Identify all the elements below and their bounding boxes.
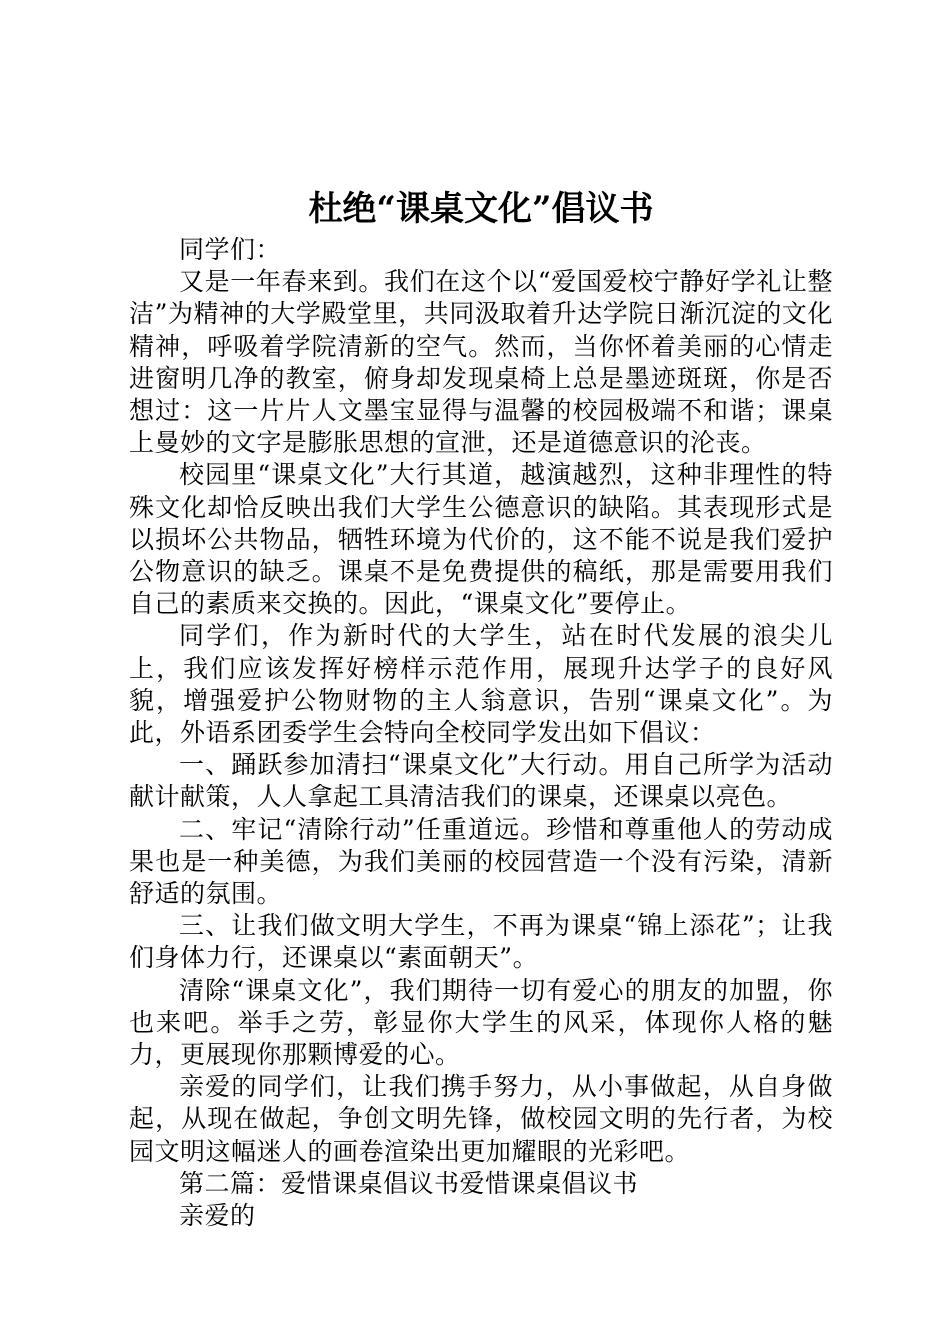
- section-heading-2: 第二篇：爱惜课桌倡议书爱惜课桌倡议书: [179, 1168, 639, 1198]
- proposal-item-3: 三、让我们做文明大学生，不再为课桌“锦上添花”；让我们身体力行，还课桌以“素面朝天”。: [129, 911, 833, 973]
- paragraph-closing: 亲爱的同学们，让我们携手努力，从小事做起，从自身做起，从现在做起，争创文明先锋，做校园文明的先行者，为校园文明这幅迷人的画卷渲染出更加耀眼的光彩吧。: [129, 1072, 833, 1166]
- salutation: 同学们：: [179, 235, 282, 264]
- paragraph-intro: 又是一年春来到。我们在这个以“爱国爱校宁静好学礼让整洁”为精神的大学殿堂里，共同汲取着升达学院日渐沉淀的文化精神，呼吸着学院清新的空气。然而，当你怀着美丽的心情走进窗明几净的教室，俯身却发现桌椅上总是墨迹斑斑，你是否想过：这一片片人文墨宝显得与温馨的校园极端不和谐；课桌上曼妙的文字是膨胀思想的宣泄，还是道德意识的沦丧。: [129, 267, 833, 458]
- proposal-item-1: 一、踊跃参加清扫“课桌文化”大行动。用自己所学为活动献计献策，人人拿起工具清洁我们的课桌，还课桌以亮色。: [129, 750, 833, 812]
- paragraph-problem: 校园里“课桌文化”大行其道，越演越烈，这种非理性的特殊文化却恰反映出我们大学生公德意识的缺陷。其表现形式是以损坏公共物品，牺牲环境为代价的，这不能不说是我们爱护公物意识的缺乏。课桌不是免费提供的稿纸，那是需要用我们自己的素质来交换的。因此，“课桌文化”要停止。: [129, 460, 833, 619]
- salutation-2: 亲爱的: [179, 1201, 256, 1231]
- paragraph-call: 同学们，作为新时代的大学生，站在时代发展的浪尖儿上，我们应该发挥好榜样示范作用，展现升达学子的良好风貌，增强爱护公物财物的主人翁意识，告别“课桌文化”。为此，外语系团委学生会特向全校同学发出如下倡议：: [129, 621, 833, 748]
- paragraph-invitation: 清除“课桌文化”，我们期待一切有爱心的朋友的加盟，你也来吧。举手之劳，彰显你大学生的风采，体现你人格的魅力，更展现你那颗博爱的心。: [129, 975, 833, 1070]
- document-title: 杜绝“课桌文化”倡议书: [308, 189, 654, 229]
- proposal-item-2: 二、牢记“清除行动”任重道远。珍惜和尊重他人的劳动成果也是一种美德，为我们美丽的校园营造一个没有污染，清新舒适的氛围。: [129, 814, 833, 909]
- document-body: [129, 234, 833, 1232]
- document-page: [129, 184, 833, 1232]
